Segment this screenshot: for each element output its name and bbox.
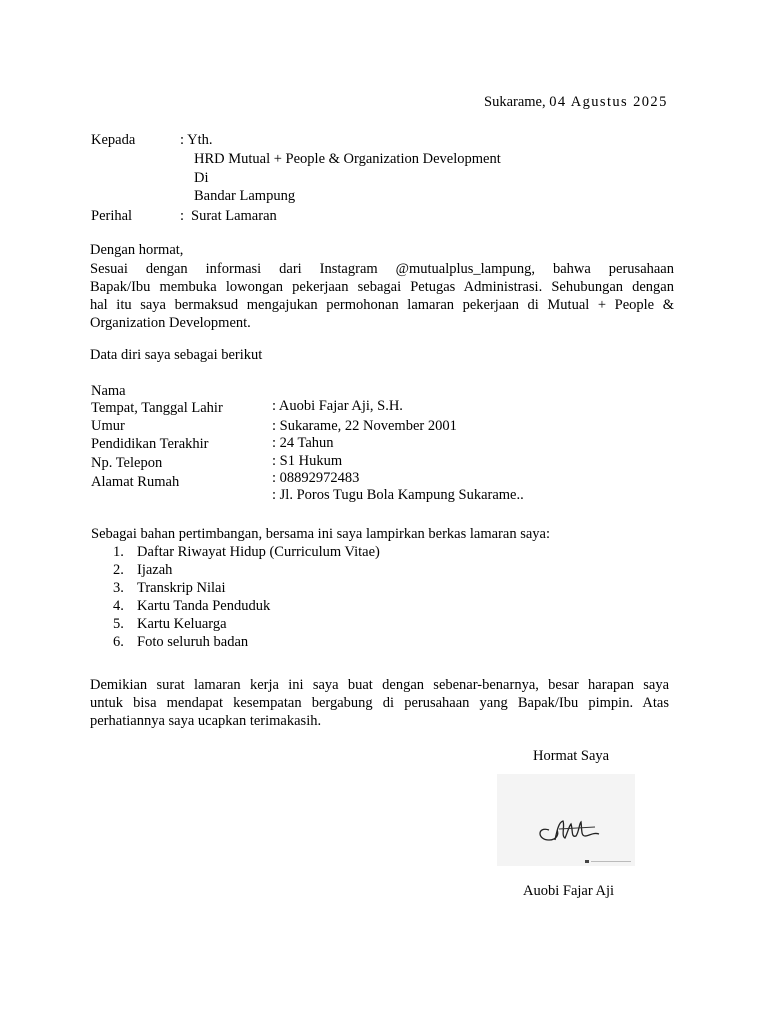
bio-value-age: : 24 Tahun: [272, 435, 334, 451]
list-item: [113, 543, 380, 561]
greeting: Dengan hormat,: [90, 242, 184, 258]
date-place: Sukarame,: [484, 94, 546, 110]
bio-label-birth: Tempat, Tanggal Lahir: [91, 400, 223, 416]
date-value: 04 Agustus 2025: [549, 94, 668, 110]
attachments-list: [113, 543, 380, 651]
bio-value-address: : Jl. Poros Tugu Bola Kampung Sukarame..: [272, 487, 524, 503]
intro-line: Bapak/Ibu membuka lowongan pekerjaan sebagai Petugas Administrasi. Sehubungan dengan: [90, 279, 674, 295]
list-item: [113, 579, 380, 597]
list-item-number: 1.: [113, 544, 124, 560]
subject-value: Surat Lamaran: [191, 208, 277, 224]
closing-paragraph: [90, 676, 669, 730]
closing-line: untuk bisa mendapat kesempatan bergabung di perusahaan yang Bapak/Ibu pimpin. Atas: [90, 695, 669, 711]
list-item-text: Kartu Keluarga: [137, 616, 227, 632]
list-item: [113, 615, 380, 633]
sign-off: Hormat Saya: [533, 748, 610, 764]
list-item-text: Ijazah: [137, 562, 173, 578]
subject-colon: :: [180, 208, 185, 224]
bio-label-education: Pendidikan Terakhir: [91, 436, 209, 452]
list-item: [113, 597, 380, 615]
bio-label-age: Umur: [91, 418, 125, 434]
intro-paragraph: [90, 260, 674, 332]
recipient-yth: : Yth.: [180, 132, 213, 148]
intro-line: Sesuai dengan informasi dari Instagram @mutualplus_lampung, bahwa perusahaan: [90, 261, 674, 277]
attachments-intro: Sebagai bahan pertimbangan, bersama ini saya lampirkan berkas lamaran saya:: [91, 526, 550, 542]
bio-label-name: Nama: [91, 383, 126, 399]
bio-value-phone: : 08892972483: [272, 470, 360, 486]
intro-line: hal itu saya bermaksud mengajukan permohonan lamaran pekerjaan di Mutual + People &: [90, 297, 674, 313]
bio-value-birth: : Sukarame, 22 November 2001: [272, 418, 457, 434]
signature-image: [497, 774, 635, 866]
closing-line: perhatiannya saya ucapkan terimakasih.: [90, 713, 322, 729]
list-item-number: 3.: [113, 580, 124, 596]
closing-line: Demikian surat lamaran kerja ini saya buat dengan sebenar-benarnya, besar harapan saya: [90, 677, 669, 693]
signature-scribble: [497, 774, 635, 866]
signature-name: Auobi Fajar Aji: [523, 883, 615, 899]
intro-line: Organization Development.: [90, 315, 251, 331]
list-item-text: Transkrip Nilai: [137, 580, 226, 596]
recipient-line-3: Bandar Lampung: [194, 188, 296, 204]
list-item-number: 5.: [113, 616, 124, 632]
bio-value-education: : S1 Hukum: [272, 453, 343, 469]
bio-heading: Data diri saya sebagai berikut: [90, 347, 263, 363]
list-item-number: 2.: [113, 562, 124, 578]
list-item: [113, 633, 380, 651]
list-item-number: 4.: [113, 598, 124, 614]
recipient-label: Kepada: [91, 132, 136, 148]
list-item-text: Foto seluruh badan: [137, 634, 249, 650]
recipient-line-2: Di: [194, 170, 209, 186]
subject-label: Perihal: [91, 208, 133, 224]
bio-label-address: Alamat Rumah: [91, 474, 180, 490]
recipient-line-1: HRD Mutual + People & Organization Development: [194, 151, 501, 167]
list-item-text: Kartu Tanda Penduduk: [137, 598, 271, 614]
list-item-number: 6.: [113, 634, 124, 650]
list-item: [113, 561, 380, 579]
bio-value-name: : Auobi Fajar Aji, S.H.: [272, 398, 403, 414]
bio-label-phone: Np. Telepon: [91, 455, 163, 471]
list-item-text: Daftar Riwayat Hidup (Curriculum Vitae): [137, 544, 380, 560]
letter-date: [484, 93, 668, 111]
